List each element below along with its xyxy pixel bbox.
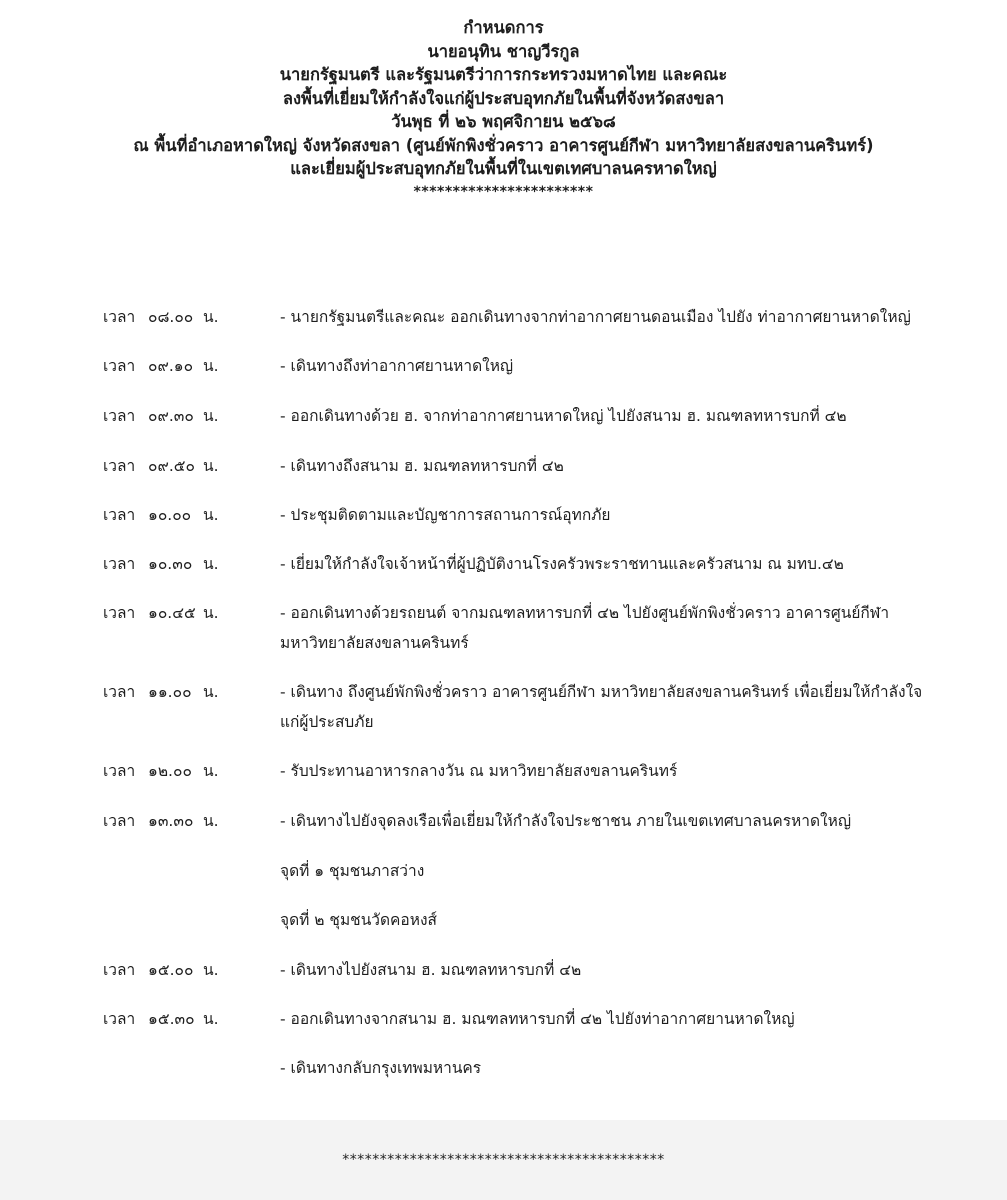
time-value: ๐๙.๕๐ (148, 457, 195, 475)
time-value: ๐๙.๑๐ (148, 357, 194, 375)
schedule-description: - ออกเดินทางจากสนาม ฮ. มณฑลทหารบกที่ ๔๒ ไปยังท่าอากาศยานหาดใหญ่ (280, 1010, 795, 1028)
time-unit: น. (203, 683, 219, 701)
schedule-description: - เดินทางกลับกรุงเทพมหานคร (280, 1059, 482, 1077)
time-unit: น. (203, 357, 219, 375)
schedule-description: - เยี่ยมให้กำลังใจเจ้าหน้าที่ผู้ปฏิบัติงานโรงครัวพระราชทานและครัวสนาม ณ มทบ.๔๒ (280, 555, 844, 573)
time-unit: น. (203, 555, 219, 573)
time-label: เวลา (103, 1010, 136, 1028)
time-value: ๑๕.๐๐ (148, 961, 194, 979)
header-title: กำหนดการ (463, 18, 544, 37)
schedule-description: - เดินทาง ถึงศูนย์พักพิงชั่วคราว อาคารศูนย์กีฬา มหาวิทยาลัยสงขลานครินทร์ เพื่อเยี่ยมให้กำลังใจ แก่ผู้ประสบภัย (280, 683, 923, 731)
schedule-description: - เดินทางถึงท่าอากาศยานหาดใหญ่ (280, 357, 514, 375)
header-location: ณ พื้นที่อำเภอหาดใหญ่ จังหวัดสงขลา (ศูนย์พักพิงชั่วคราว อาคารศูนย์กีฬา มหาวิทยาลัยสงขลานครินทร์) (133, 135, 874, 155)
time-label: เวลา (103, 308, 136, 326)
time-value: ๑๒.๐๐ (148, 762, 192, 780)
time-unit: น. (203, 506, 219, 524)
header-position: นายกรัฐมนตรี และรัฐมนตรีว่าการกระทรวงมหาดไทย และคณะ (279, 65, 728, 84)
footer-divider-stars: ******************************************* (342, 1152, 665, 1168)
header-date: วันพุธ ที่ ๒๖ พฤศจิกายน ๒๕๖๘ (391, 112, 616, 131)
schedule-description: - นายกรัฐมนตรีและคณะ ออกเดินทางจากท่าอากาศยานดอนเมือง ไปยัง ท่าอากาศยานหาดใหญ่ (280, 308, 911, 326)
schedule-description: - ออกเดินทางด้วย ฮ. จากท่าอากาศยานหาดใหญ่ ไปยังสนาม ฮ. มณฑลทหารบกที่ ๔๒ (280, 407, 847, 425)
time-unit: น. (203, 407, 219, 425)
time-unit: น. (203, 812, 219, 830)
time-label: เวลา (103, 812, 136, 830)
schedule-description: - ประชุมติดตามและบัญชาการสถานการณ์อุทกภัย (280, 506, 611, 524)
time-value: ๐๙.๓๐ (148, 407, 194, 425)
time-unit: น. (203, 961, 219, 979)
time-unit: น. (203, 762, 219, 780)
time-value: ๑๕.๓๐ (148, 1010, 195, 1028)
time-label: เวลา (103, 762, 136, 780)
header-visit-area: และเยี่ยมผู้ประสบอุทกภัยในพื้นที่ในเขตเทศบาลนครหาดใหญ่ (290, 159, 717, 178)
time-unit: น. (203, 308, 219, 326)
time-label: เวลา (103, 961, 136, 979)
time-unit: น. (203, 1010, 219, 1028)
schedule-description: จุดที่ ๑ ชุมชนภาสว่าง (280, 862, 425, 880)
time-value: ๑๐.๐๐ (148, 506, 192, 524)
time-value: ๑๐.๔๕ (148, 604, 196, 622)
time-unit: น. (203, 457, 219, 475)
schedule-description: จุดที่ ๒ ชุมชนวัดคอหงส์ (280, 911, 437, 929)
time-label: เวลา (103, 555, 136, 573)
time-value: ๐๘.๐๐ (148, 308, 194, 326)
header-purpose: ลงพื้นที่เยี่ยมให้กำลังใจแก่ผู้ประสบอุทกภัยในพื้นที่จังหวัดสงขลา (282, 88, 725, 108)
time-value: ๑๓.๓๐ (148, 812, 194, 830)
schedule-description: - เดินทางไปยังสนาม ฮ. มณฑลทหารบกที่ ๔๒ (280, 961, 582, 979)
time-label: เวลา (103, 407, 136, 425)
time-label: เวลา (103, 604, 136, 622)
header-person-name: นายอนุทิน ชาญวีรกูล (427, 41, 580, 61)
time-value: ๑๐.๓๐ (148, 555, 193, 573)
header-divider-stars: *********************** (413, 183, 594, 200)
schedule-description: - ออกเดินทางด้วยรถยนต์ จากมณฑลทหารบกที่ ๔๒ ไปยังศูนย์พักพิงชั่วคราว อาคารศูนย์กีฬา มหาวิทยาลัยสงขลานครินทร์ (280, 604, 890, 652)
schedule-description: - เดินทางไปยังจุดลงเรือเพื่อเยี่ยมให้กำลังใจประชาชน ภายในเขตเทศบาลนครหาดใหญ่ (280, 812, 852, 830)
time-unit: น. (203, 604, 219, 622)
document-header (0, 16, 1007, 203)
time-value: ๑๑.๐๐ (148, 683, 192, 701)
schedule-description: - เดินทางถึงสนาม ฮ. มณฑลทหารบกที่ ๔๒ (280, 457, 564, 475)
time-label: เวลา (103, 457, 136, 475)
time-label: เวลา (103, 506, 136, 524)
time-label: เวลา (103, 357, 136, 375)
time-label: เวลา (103, 683, 136, 701)
schedule-description: - รับประทานอาหารกลางวัน ณ มหาวิทยาลัยสงขลานครินทร์ (280, 762, 678, 780)
